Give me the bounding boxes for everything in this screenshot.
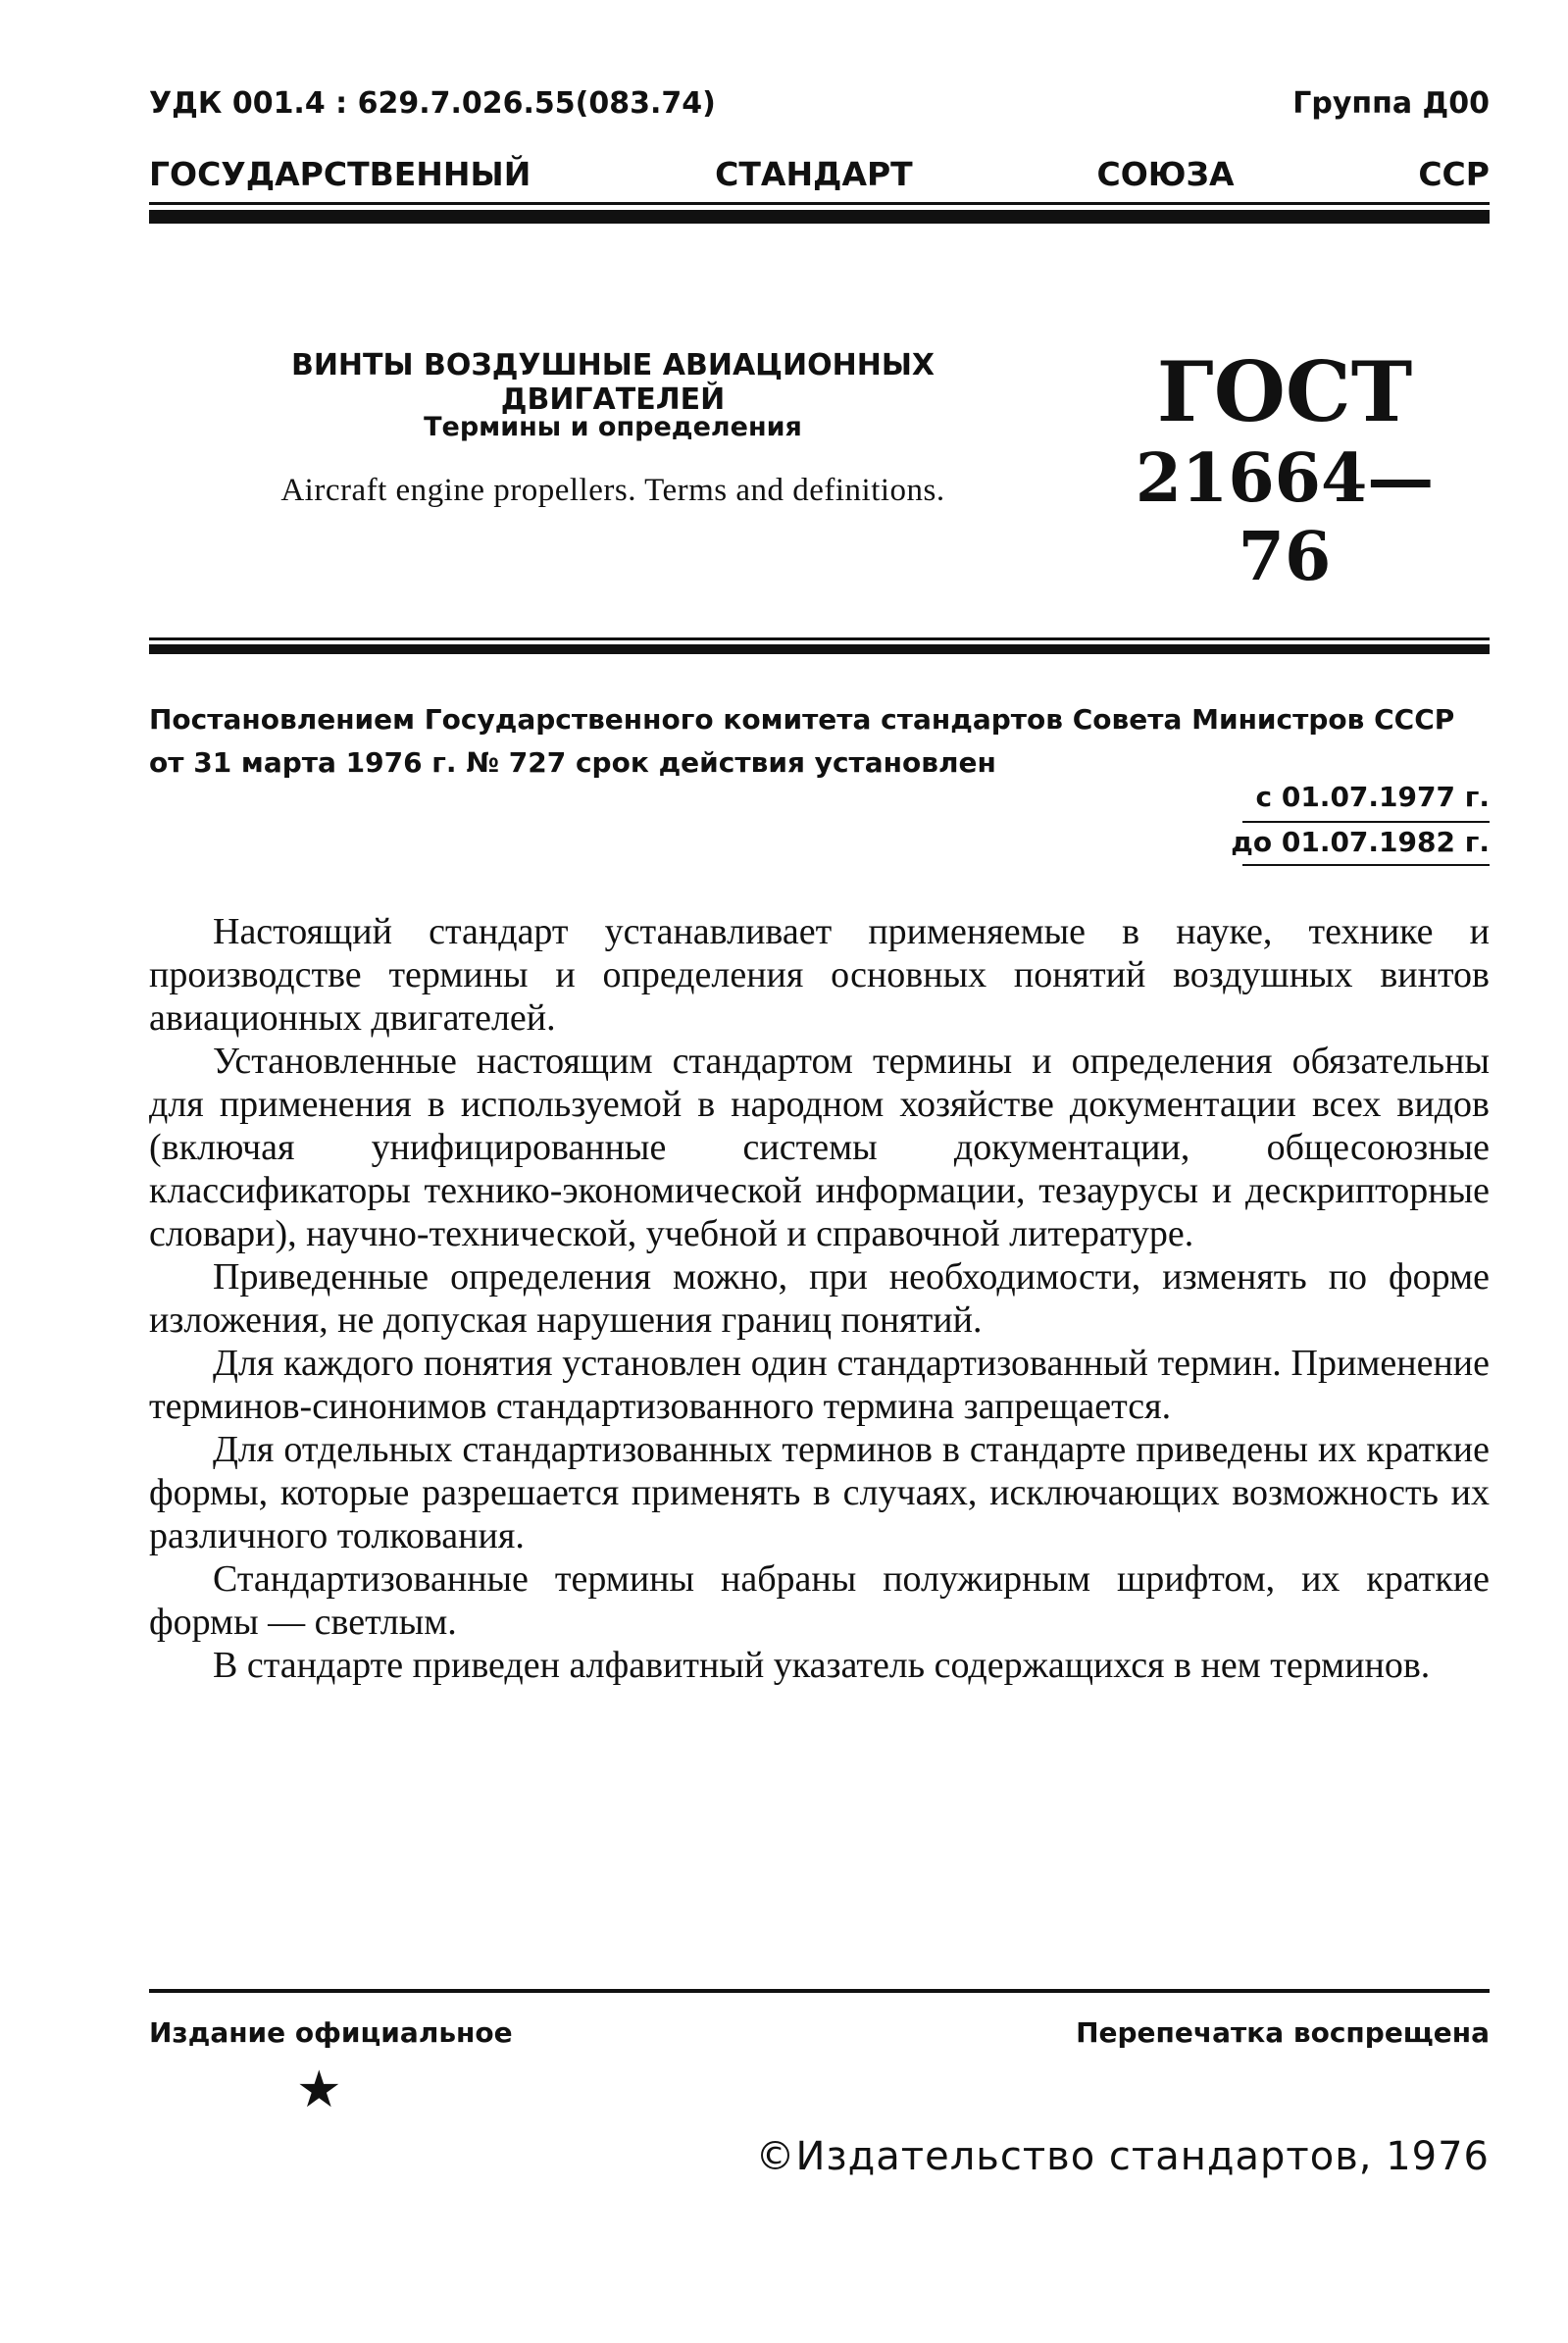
title-russian: ВИНТЫ ВОЗДУШНЫЕ АВИАЦИОННЫХ ДВИГАТЕЛЕЙ <box>290 348 936 417</box>
body-paragraph: Для каждого понятия установлен один стандартизованный термин. Применение терминов-синонимов стандартизованного термина запрещается. <box>149 1343 1490 1427</box>
body-paragraph: Стандартизованные термины набраны полужирным шрифтом, их краткие формы — светлым. <box>149 1558 1490 1643</box>
divider <box>1242 821 1490 823</box>
divider <box>149 202 1490 205</box>
subtitle-russian: Термины и определения <box>424 412 802 442</box>
effective-date-from: с 01.07.1977 г. <box>1255 781 1490 813</box>
effective-date-to: до 01.07.1982 г. <box>1231 826 1490 858</box>
body-paragraph: Приведенные определения можно, при необходимости, изменять по форме изложения, не допуская нарушения границ понятий. <box>149 1256 1490 1341</box>
publisher-copyright: ©Издательство стандартов, 1976 <box>755 2134 1490 2179</box>
body-text <box>149 910 1490 1687</box>
decree-text: Постановлением Государственного комитета стандартов Совета Министров СССР от 31 марта 1976 г. № 727 срок действия установлен <box>149 703 1455 779</box>
body-paragraph: В стандарте приведен алфавитный указатель содержащихся в нем терминов. <box>213 1645 1431 1686</box>
state-standard-banner <box>149 155 1490 193</box>
official-edition-label: Издание официальное <box>149 2016 513 2049</box>
title-english: Aircraft engine propellers. Terms and definitions. <box>280 473 945 508</box>
divider <box>149 637 1490 640</box>
body-paragraph: Установленные настоящим стандартом термины и определения обязательны для применения в используемой в народном хозяйстве документации всех видов (включая унифицированные системы документации, общесоюзные классификаторы технико-экономической информации, тезаурусы и дескрипторные словари), научно-технической, учебной и справочной литературе. <box>149 1041 1490 1254</box>
divider <box>149 210 1490 224</box>
udk-code: УДК 001.4 : 629.7.026.55(083.74) <box>149 86 716 121</box>
divider <box>1242 864 1490 866</box>
banner-word: СОЮЗА <box>1096 155 1235 193</box>
banner-word: ГОСУДАРСТВЕННЫЙ <box>149 155 531 193</box>
gost-label: ГОСТ <box>1156 343 1413 440</box>
star-icon: ★ <box>296 2061 342 2119</box>
banner-word: СТАНДАРТ <box>715 155 913 193</box>
banner-word: ССР <box>1418 155 1490 193</box>
body-paragraph: Настоящий стандарт устанавливает применяемые в науке, технике и производстве термины и определения основных понятий воздушных винтов авиационных двигателей. <box>149 911 1490 1039</box>
divider <box>149 1989 1490 1993</box>
reprint-prohibited-label: Перепечатка воспрещена <box>1076 2016 1490 2049</box>
body-paragraph: Для отдельных стандартизованных терминов в стандарте приведены их краткие формы, которые разрешается применять в случаях, исключающих возможность их различного толкования. <box>149 1429 1490 1556</box>
group-code: Группа Д00 <box>1292 86 1490 121</box>
divider <box>149 644 1490 654</box>
gost-number: 21664—76 <box>1135 439 1435 596</box>
